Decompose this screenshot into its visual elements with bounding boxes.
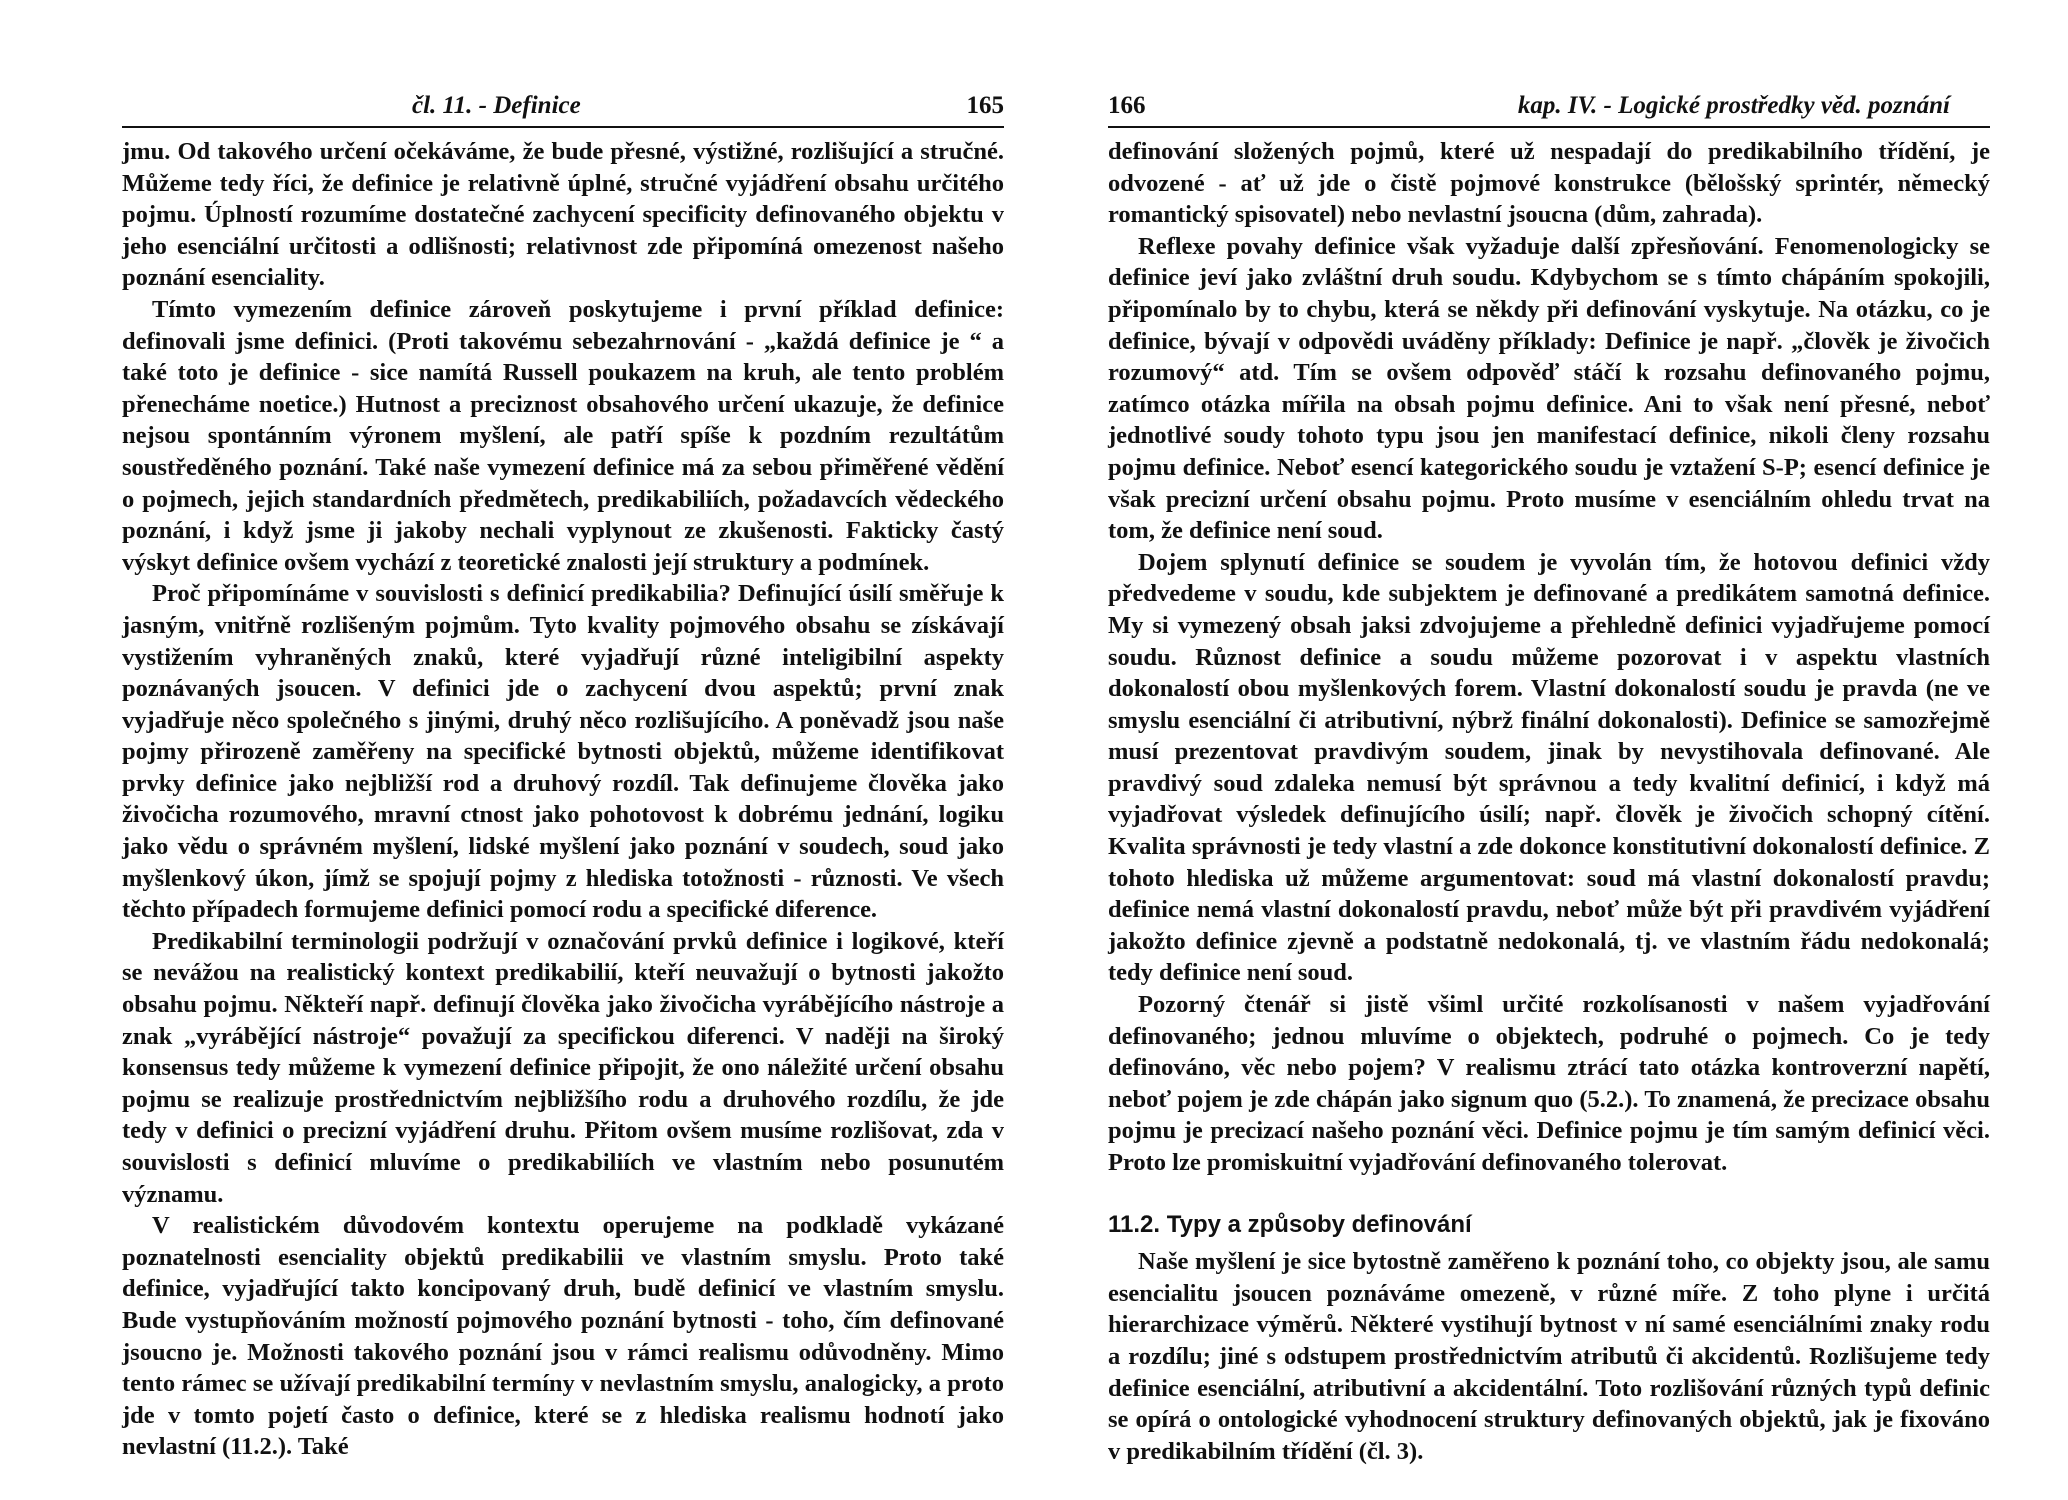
left-running-head [122,92,1004,128]
left-running-head-title: čl. 11. - Definice [412,92,581,119]
paragraph: Tímto vymezením definice zároveň poskytujeme i první příklad definice: definovali jsme definici. (Proti takovému sebezahrnování - „každá definice je “ a také toto je definice - sice namítá Russell poukazem na kruh, ale tento problém přenecháme noetice.) Hutnost a preciznost obsahového určení ukazuje, že definice nejsou spontánním výronem myšlení, ale patří spíše k pozdním rezultátům soustředěného poznání. Také naše vymezení definice má za sebou přiměřené vědění o pojmech, jejich standardních předmětech, predikabiliích, požadavcích vědeckého poznání, i když jsme ji jakoby nechali vyplynout ze zkušenosti. Fakticky častý výskyt definice ovšem vychází z teoretické znalosti její struktury a podmínek. [122,295,1004,576]
right-running-head-title: kap. IV. - Logické prostředky věd. poznání [1517,92,1950,119]
paragraph: definování složených pojmů, které už nespadají do predikabilního třídění, je odvozené - ať už jde o čistě pojmové konstrukce (bělošský sprintér, německý romantický spisovatel) nebo nevlastní jsoucna (dům, zahrada). [1108,138,1990,229]
left-body-text [122,136,1004,1463]
paragraph: Dojem splynutí definice se soudem je vyvolán tím, že hotovou definici vždy předvedeme v soudu, kde subjektem je definované a predikátem samotná definice. My si vymezený obsah jaksi zdvojujeme a přehledně definici vyjadřujeme pomocí soudu. Různost definice a soudu můžeme pozorovat i v aspektu vlastních dokonalostí obou myšlenkových forem. Vlastní dokonalostí soudu je pravda (ne ve smyslu esenciální či atributivní, nýbrž finální dokonalosti). Definice se samozřejmě musí prezentovat pravdivým soudem, jinak by nevystihovala definované. Ale pravdivý soud zdaleka nemusí být správnou a tedy kvalitní definicí, i když má vyjadřovat výsledek definujícího úsilí; např. člověk je živočich schopný cítění. Kvalita správnosti je tedy vlastní a zde dokonce konstitutivní dokonalostí definice. Z tohoto hlediska už můžeme argumentovat: soud má vlastní dokonalostí pravdu; definice nemá vlastní dokonalostí pravdu, neboť může být při pravdivém vyjádření jakožto definice zjevně a podstatně nedokonalá, tj. ve vlastním řádu nedokonalá; tedy definice není soud. [1108,548,1990,987]
paragraph: V realistickém důvodovém kontextu operujeme na podkladě vykázané poznatelnosti esenciality objektů predikabilii ve vlastním smyslu. Proto také definice, vyjadřující takto koncipovaný druh, budě definicí ve vlastním smyslu. Bude vystupňováním možností pojmového poznání bytnosti - toho, čím definované jsoucno je. Možnosti takového poznání jsou v rámci realismu odůvodněny. Mimo tento rámec se užívají predikabilní termíny v nevlastním smyslu, analogicky, a proto jde v tomto pojetí často o definice, které se z hlediska realismu hodnotí jako nevlastní (11.2.). Také [122,1212,1004,1461]
left-page-number: 165 [966,92,1004,119]
right-page [1108,92,1990,1467]
paragraph: Reflexe povahy definice však vyžaduje další zpřesňování. Fenomenologicky se definice jeví jako zvláštní druh soudu. Kdybychom se s tímto chápáním spokojili, připomínalo by to chybu, která se někdy při definování vyskytuje. Na otázku, co je definice, bývají v odpovědi uváděny příklady: Definice je např. „člověk je živočich rozumový“ atd. Tím se ovšem odpověď stáčí k rozsahu definovaného pojmu, zatímco otázka mířila na obsah pojmu definice. Ani to však není přesné, neboť jednotlivé soudy tohoto typu jsou jen manifestací definice, nikoli členy rozsahu pojmu definice. Neboť esencí kategorického soudu je vztažení S-P; esencí definice je však precizní určení obsahu pojmu. Proto musíme v esenciálním ohledu trvat na tom, že definice není soud. [1108,232,1990,545]
paragraph: Predikabilní terminologii podržují v označování prvků definice i logikové, kteří se nevážou na realistický kontext predikabilií, kteří neuvažují o bytnosti jakožto obsahu pojmu. Někteří např. definují člověka jako živočicha vyrábějícího nástroje a znak „vyrábějící nástroje“ považují za specifickou diferenci. V naději na široký konsensus tedy můžeme k vymezení definice připojit, že ono náležité určení obsahu pojmu se realizuje prostřednictvím nejbližšího rodu a druhového rozdílu, že jde tedy v definici o precizní vyjádření druhu. Přitom ovšem musíme rozlišovat, zda v souvislosti s definicí mluvíme o predikabiliích ve vlastním nebo posunutém významu. [122,927,1004,1208]
paragraph: Naše myšlení je sice bytostně zaměřeno k poznání toho, co objekty jsou, ale samu esencialitu jsoucen poznáváme omezeně, v různé míře. Z toho plyne i určitá hierarchizace výměrů. Některé vystihují bytnost v ní samé esenciálními znaky rodu a rozdílu; jiné s odstupem prostřednictvím atributů či akcidentů. Rozlišujeme tedy definice esenciální, atributivní a akcidentální. Toto rozlišování různých typů definic se opírá o ontologické vyhodnocení struktury definovaných objektů, jak je fixováno v predikabilním třídění (čl. 3). [1108,1248,1990,1465]
right-body-text [1108,136,1990,1467]
section-heading: 11.2. Typy a způsoby definování [1108,1210,1472,1238]
right-page-number: 166 [1108,92,1146,119]
right-running-head [1108,92,1990,128]
paragraph: Pozorný čtenář si jistě všiml určité rozkolísanosti v našem vyjadřování definovaného; jednou mluvíme o objektech, podruhé o pojmech. Co je tedy definováno, věc nebo pojem? V realismu ztrácí tato otázka kontroverzní napětí, neboť pojem je zde chápán jako signum quo (5.2.). To znamená, že precizace obsahu pojmu je precizací našeho poznání věci. Definice pojmu je tím samým definicí věci. Proto lze promiskuitní vyjadřování definovaného tolerovat. [1108,991,1990,1176]
left-page [122,92,1004,1463]
paragraph: Proč připomínáme v souvislosti s definicí predikabilia? Definující úsilí směřuje k jasným, vnitřně rozlišeným pojmům. Tyto kvality pojmového obsahu se získávají vystižením vyhraněných znaků, které vyjadřují různé inteligibilní aspekty poznávaných jsoucen. V definici jde o zachycení dvou aspektů; první znak vyjadřuje něco společného s jinými, druhý něco rozlišujícího. A poněvadž jsou naše pojmy přirozeně zaměřeny na specifické bytnosti objektů, můžeme identifikovat prvky definice jako nejbližší rod a druhový rozdíl. Tak definujeme člověka jako živočicha rozumového, mravní ctnost jako pohotovost k dobrému jednání, logiku jako vědu o správném myšlení, lidské myšlení jako poznání v soudech, soud jako myšlenkový úkon, jímž se spojují pojmy z hlediska totožnosti - různosti. Ve všech těchto případech formujeme definici pomocí rodu a specifické diference. [122,580,1004,924]
paragraph: jmu. Od takového určení očekáváme, že bude přesné, výstižné, rozlišující a stručné. Můžeme tedy říci, že definice je relativně úplné, stručné vyjádření obsahu určitého pojmu. Úplností rozumíme dostatečné zachycení specificity definovaného objektu v jeho esenciální určitosti a odlišnosti; relativnost zde připomíná omezenost našeho poznání esenciality. [122,138,1004,292]
